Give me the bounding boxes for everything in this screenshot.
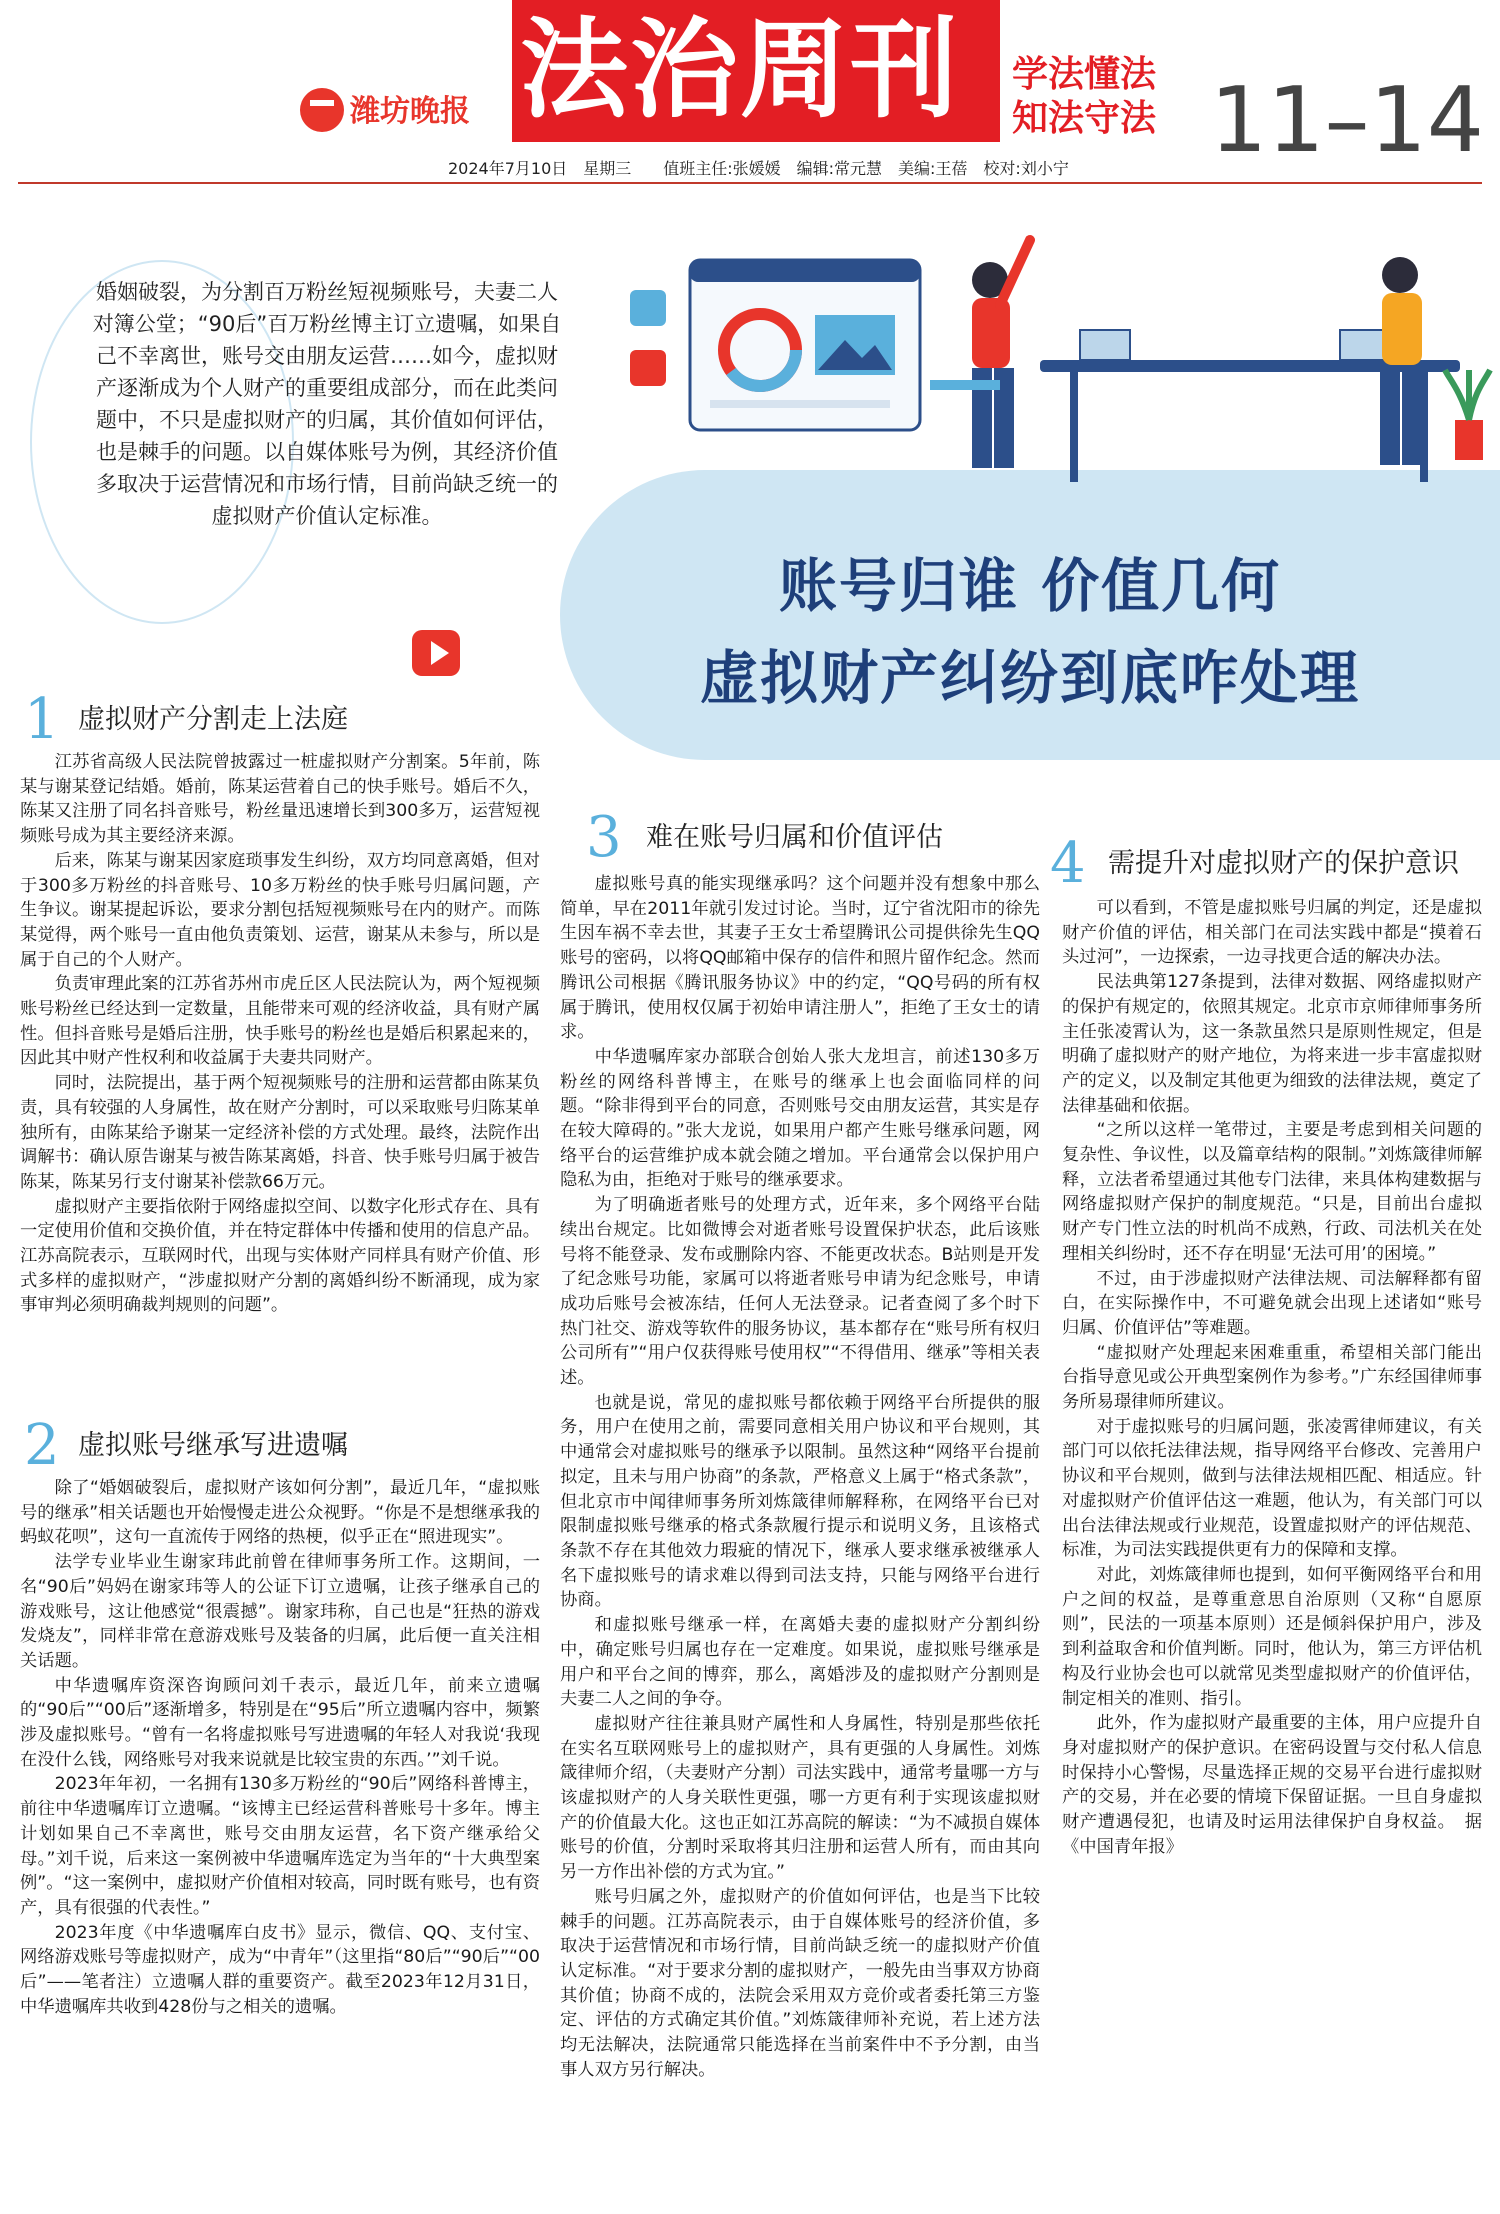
section-1-body [20,750,540,1318]
paragraph: “之所以这样一笔带过，主要是考虑到相关问题的复杂性、争议性，以及篇章结构的限制。”刘炼箴律师解释，立法者希望通过其他专门法律，来具体构建数据与网络虚拟财产保护的制度规范。“只是，目前出台虚拟财产专门性立法的时机尚不成熟，行政、司法机关在处理相关纠纷时，还不存在明显‘无法可用’的困境。” [1062,1120,1482,1264]
section-number: 4 [1050,831,1086,896]
paragraph: 法学专业毕业生谢家玮此前曾在律师事务所工作。这期间，一名“90后”妈妈在谢家玮等人的公证下订立遗嘱，让孩子继承自己的游戏账号，这让他感觉“很震撼”。谢家玮称，自己也是“狂热的游戏发烧友”，同样非常在意游戏账号及装备的归属，此后便一直关注相关话题。 [20,1552,540,1671]
paragraph: 对此，刘炼箴律师也提到，如何平衡网络平台和用户之间的权益，是尊重意思自治原则（又称“自愿原则”，民法的一项基本原则）还是倾斜保护用户，涉及到利益取舍和价值判断。同时，他认为，第三方评估机构及行业协会也可以就常见类型虚拟财产的价值评估，制定相关的准则、指引。 [1062,1564,1482,1709]
section-3-body [560,872,1040,2082]
paragraph: “虚拟财产处理起来困难重重，希望相关部门能出台指导意见或公开典型案例作为参考。”广东经国律师事务所易璟律师所建议。 [1062,1342,1482,1413]
plant-icon [1445,370,1490,460]
paragraph: 中华遗嘱库家办部联合创始人张大龙坦言，前述130多万粉丝的网络科普博主，在账号的继承上也会面临同样的问题。“除非得到平台的同意，否则账号交由朋友运营，其实是存在较大障碍的。”张大龙说，如果用户都产生账号继承问题，网络平台的运营维护成本就会随之增加。平台通常会以保护用户隐私为由，拒绝对于账号的继承要求。 [560,1046,1040,1191]
section-4-body [1062,896,1482,1859]
headline-line-1: 账号归谁 价值几何 [778,552,1282,620]
section-title: 虚拟账号继承写进遗嘱 [78,1430,348,1461]
section-number: 2 [24,1413,60,1478]
paragraph: 对于虚拟账号的归属问题，张凌霄律师建议，有关部门可以依托法律法规，指导网络平台修改、完善用户协议和平台规则，做到与法律法规相匹配、相适应。针对虚拟财产价值评估这一难题，他认为，有关部门可以出台法律法规或行业规范，设置虚拟财产的评估规范、标准，为司法实践提供更有力的保障和支撑。 [1062,1416,1482,1561]
paragraph: 此外，作为虚拟财产最重要的主体，用户应提升自身对虚拟财产的保护意识。在密码设置与交付私人信息时保持小心警惕，尽量选择正规的交易平台进行虚拟财产的交易，并在必要的情境下保留证据。一旦自身虚拟财产遭遇侵犯，也请及时运用法律保护自身权益。 据《中国青年报》 [1062,1713,1482,1857]
office-illustration [600,220,1500,500]
section-number: 1 [24,687,60,752]
paragraph: 后来，陈某与谢某因家庭琐事发生纠纷，双方均同意离婚，但对于300多万粉丝的抖音账号、10多万粉丝的快手账号归属问题，产生争议。谢某提起诉讼，要求分割包括短视频账号在内的财产。而陈某觉得，两个账号一直由他负责策划、运营，谢某从未参与，所以是属于自己的个人财产。 [20,850,540,970]
paragraph: 除了“婚姻破裂后，虚拟财产该如何分割”，最近几年，“虚拟账号的继承”相关话题也开始慢慢走进公众视野。“你是不是想继承我的蚂蚁花呗”，这句一直流传于网络的热梗，似乎正在“照进现实”。 [20,1478,540,1548]
paragraph: 和虚拟账号继承一样，在离婚夫妻的虚拟财产分割纠纷中，确定账号归属也存在一定难度。如果说，虚拟账号继承是用户和平台之间的博弈，那么，离婚涉及的虚拟财产分割则是夫妻二人之间的争夺。 [560,1615,1040,1710]
newspaper-name: 潍坊晚报 [350,94,470,129]
paragraph: 为了明确逝者账号的处理方式，近年来，多个网络平台陆续出台规定。比如微博会对逝者账号设置保护状态，此后该账号将不能登录、发布或删除内容、不能更改状态。B站则是开发了纪念账号功能，家属可以将逝者账号申请为纪念账号，申请成功后账号会被冻结，任何人无法登录。记者查阅了多个时下热门社交、游戏等软件的服务协议，基本都存在“账号所有权归公司所有”“用户仅获得账号使用权”“不得借用、继承”等相关表述。 [560,1195,1040,1389]
paragraph: 负责审理此案的江苏省苏州市虎丘区人民法院认为，两个短视频账号粉丝已经达到一定数量，且能带来可观的经济收益，具有财产属性。但抖音账号是婚后注册，快手账号的粉丝也是婚后积累起来的，因此其中财产性权利和收益属于夫妻共同财产。 [20,974,540,1069]
paragraph: 同时，法院提出，基于两个短视频账号的注册和运营都由陈某负责，具有较强的人身属性，故在财产分割时，可以采取账号归陈某单独所有，由陈某给予谢某一定经济补偿的方式处理。最终，法院作出调解书：确认原告谢某与被告陈某离婚，抖音、快手账号归属于被告陈某，陈某另行支付谢某补偿款66万元。 [20,1073,540,1192]
paragraph: 也就是说，常见的虚拟账号都依赖于网络平台所提供的服务，用户在使用之前，需要同意相关用户协议和平台规则，其中通常会对虚拟账号的继承予以限制。虽然这种“网络平台提前拟定，且未与用户协商”的条款，严格意义上属于“格式条款”，但北京市中闻律师事务所刘炼箴律师解释称，在网络平台已对限制虚拟账号继承的格式条款履行提示和说明义务，且该格式条款不存在其他效力瑕疵的情况下，继承人要求继承被继承人名下虚拟账号的请求难以得到司法支持，只能与网络平台进行协商。 [560,1392,1040,1611]
slogan [1012,52,1156,140]
play-triangle [431,641,449,665]
issue-info: 2024年7月10日 星期三 值班主任:张媛媛 编辑:常元慧 美编:王蓓 校对:刘小宁 [448,159,1069,178]
paragraph: 虚拟财产主要指依附于网络虚拟空间、以数字化形式存在、具有一定使用价值和交换价值，并在特定群体中传播和使用的信息产品。江苏高院表示，互联网时代，出现与实体财产同样具有财产价值、形式多样的虚拟财产，“涉虚拟财产分割的离婚纠纷不断涌现，成为家事审判必须明确裁判规则的问题”。 [20,1196,540,1316]
intro-text: 婚姻破裂，为分割百万粉丝短视频账号，夫妻二人对簿公堂；“90后”百万粉丝博主订立遗嘱，如果自己不幸离世，账号交由朋友运营……如今，虚拟财产逐渐成为个人财产的重要组成部分，而在此类问题中，不只是虚拟财产的归属，其价值如何评估，也是棘手的问题。以自媒体账号为例，其经济价值多取决于运营情况和市场行情，目前尚缺乏统一的虚拟财产价值认定标准。 [92,280,562,528]
header-divider [18,182,1482,184]
section-title: 需提升对虚拟财产的保护意识 [1108,848,1459,879]
section-title: 虚拟财产分割走上法庭 [78,704,348,735]
paragraph: 江苏省高级人民法院曾披露过一桩虚拟财产分割案。5年前，陈某与谢某登记结婚。婚前，陈某运营着自己的快手账号。婚后不久，陈某又注册了同名抖音账号，粉丝量迅速增长到300多万，运营短视频账号成为其主要经济来源。 [20,752,540,847]
headline [560,540,1500,724]
paragraph: 虚拟账号真的能实现继承吗？这个问题并没有想象中那么简单，早在2011年就引发过讨论。当时，辽宁省沈阳市的徐先生因车祸不幸去世，其妻子王女士希望腾讯公司提供徐先生QQ账号的密码，以将QQ邮箱中保存的信件和照片留作纪念。然而腾讯公司根据《腾讯服务协议》中的约定，“QQ号码的所有权属于腾讯，使用权仅属于初始申请注册人”，拒绝了王女士的请求。 [560,874,1040,1043]
page-range: 11–14 [1210,68,1485,173]
paragraph: 不过，由于涉虚拟财产法律法规、司法解释都有留白，在实际操作中，不可避免就会出现上述诸如“账号归属、价值评估”等难题。 [1062,1268,1482,1338]
supplement-title: 法治周刊 [520,7,961,133]
paragraph: 2023年度《中华遗嘱库白皮书》显示，微信、QQ、支付宝、网络游戏账号等虚拟财产，成为“中青年”（这里指“80后”“90后”“00后”——笔者注）立遗嘱人群的重要资产。截至2023年12月31日，中华遗嘱库共收到428份与之相关的遗嘱。 [20,1922,540,2017]
logo-mark [310,100,334,106]
section-number: 3 [586,805,622,870]
section-2-body [20,1476,540,2019]
slogan-line-2: 知法守法 [1012,97,1157,139]
paragraph: 中华遗嘱库资深咨询顾问刘千表示，最近几年，前来立遗嘱的“90后”“00后”逐渐增多，特别是在“95后”所立遗嘱内容中，频繁涉及虚拟账号。“曾有一名将虚拟账号写进遗嘱的年轻人对我说‘我现在没什么钱，网络账号对我来说就是比较宝贵的东西。’”刘千说。 [20,1675,540,1770]
paragraph: 账号归属之外，虚拟财产的价值如何评估，也是当下比较棘手的问题。江苏高院表示，由于自媒体账号的经济价值，多取决于运营情况和市场行情，目前尚缺乏统一的虚拟财产价值认定标准。“对于要求分割的虚拟财产，一般先由当事双方协商其价值；协商不成的，法院会采用双方竞价或者委托第三方鉴定、评估的方式确定其价值。”刘炼箴律师补充说，若上述方法均无法解决，法院通常只能选择在当前案件中不予分割，由当事人双方另行解决。 [560,1886,1040,2080]
paragraph: 2023年年初，一名拥有130多万粉丝的“90后”网络科普博主，前往中华遗嘱库订立遗嘱。“该博主已经运营科普账号十多年。博主计划如果自己不幸离世，账号交由朋友运营，名下资产继承给父母。”刘千说，后来这一案例被中华遗嘱库选定为当年的“十大典型案例”。“这一案例中，虚拟财产价值相对较高，同时既有账号，也有资产，具有很强的代表性。” [20,1774,540,1918]
slogan-line-1: 学法懂法 [1012,53,1157,95]
paragraph: 民法典第127条提到，法律对数据、网络虚拟财产的保护有规定的，依照其规定。北京市京师律师事务所主任张凌霄认为，这一条款虽然只是原则性规定，但是明确了虚拟财产的财产地位，为将来进一步丰富虚拟财产的定义，以及制定其他更为细致的法律法规，奠定了法律基础和依据。 [1062,972,1482,1116]
paragraph: 可以看到，不管是虚拟账号归属的判定，还是虚拟财产价值的评估，相关部门在司法实践中都是“摸着石头过河”，一边探索，一边寻找更合适的解决办法。 [1062,898,1482,968]
section-title: 难在账号归属和价值评估 [646,822,943,853]
newspaper-logo-icon [300,88,344,132]
paragraph: 虚拟财产往往兼具财产属性和人身属性，特别是那些依托在实名互联网账号上的虚拟财产，具有更强的人身属性。刘炼箴律师介绍，（夫妻财产分割）司法实践中，通常考量哪一方与该虚拟财产的人身关联性更强，哪一方更有利于实现该虚拟财产的价值最大化。这也正如江苏高院的解读：“为不减损自媒体账号的价值，分割时采取将其归注册和运营人所有，而由其向另一方作出补偿的方式为宜。” [560,1713,1040,1883]
headline-line-2: 虚拟财产纠纷到底咋处理 [699,644,1360,712]
